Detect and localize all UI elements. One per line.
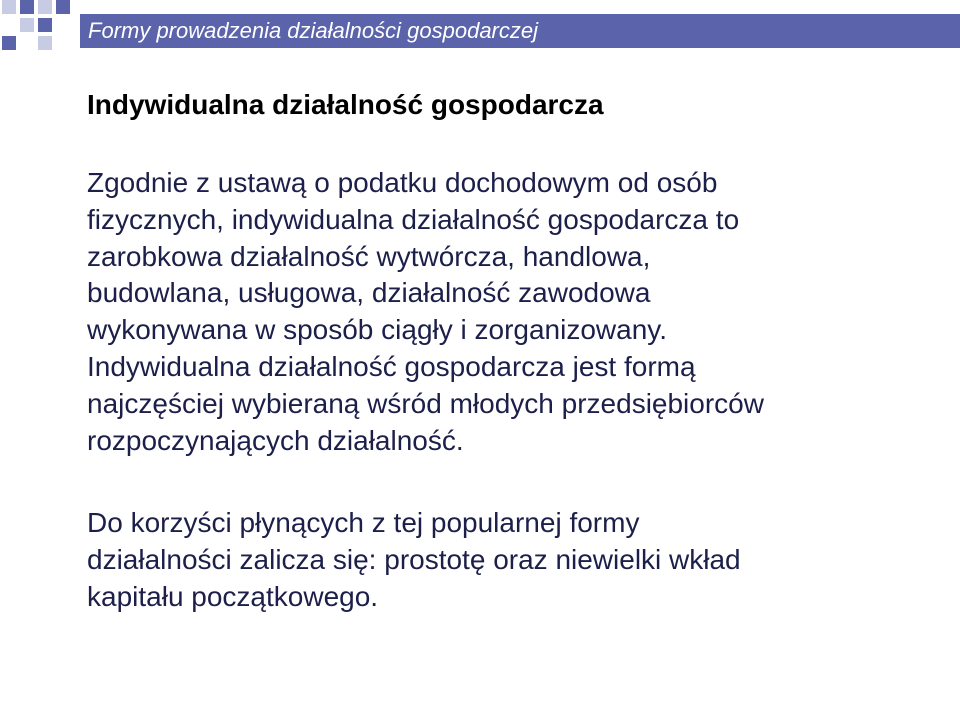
paragraph-line: zarobkowa działalność wytwórcza, handlowa, <box>87 240 651 272</box>
logo-square <box>38 36 52 50</box>
header-title: Formy prowadzenia działalności gospodarczej <box>88 18 539 43</box>
paragraph-line: kapitału początkowego. <box>87 580 379 612</box>
body-paragraph-definition <box>87 165 947 459</box>
slide-heading: Indywidualna działalność gospodarcza <box>87 89 604 120</box>
paragraph-line: Do korzyści płynących z tej popularnej formy <box>87 507 640 538</box>
paragraph-line: najczęściej wybieraną wśród młodych przedsiębiorców <box>87 387 764 419</box>
logo-square <box>38 18 52 32</box>
paragraph-line: fizycznych, indywidualna działalność gospodarcza to <box>87 203 740 235</box>
body-paragraph-benefits <box>87 505 947 615</box>
logo-square <box>56 0 70 14</box>
paragraph-line: Zgodnie z ustawą o podatku dochodowym od osób <box>87 167 718 198</box>
header-bar <box>80 14 960 48</box>
paragraph-line: rozpoczynających działalność. <box>87 424 464 456</box>
paragraph-line: Indywidualna działalność gospodarcza jest formą <box>87 350 696 382</box>
paragraph-line: działalności zalicza się: prostotę oraz niewielki wkład <box>87 543 741 575</box>
logo-square <box>2 36 16 50</box>
paragraph-line: wykonywana w sposób ciągły i zorganizowany. <box>87 314 667 346</box>
logo-square <box>20 18 34 32</box>
logo-square <box>20 0 34 14</box>
logo-square <box>38 0 52 14</box>
logo-square <box>2 0 16 14</box>
logo-squares <box>0 0 80 60</box>
paragraph-line: budowlana, usługowa, działalność zawodowa <box>87 277 651 309</box>
